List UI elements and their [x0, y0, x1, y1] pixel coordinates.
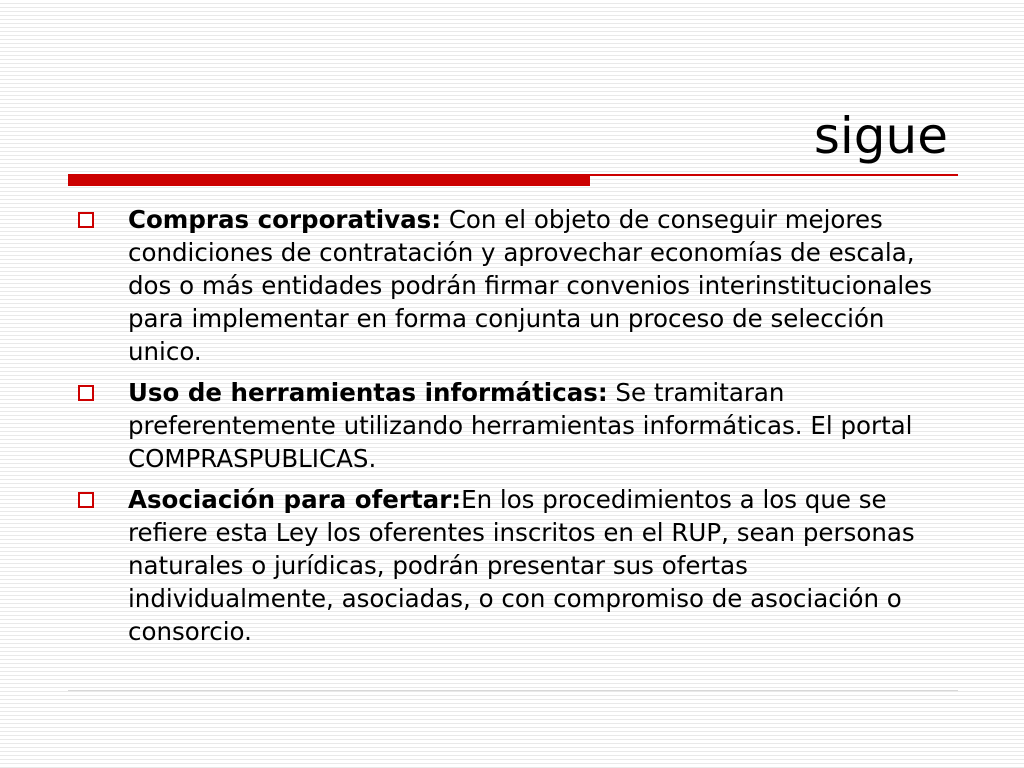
hollow-square-icon	[78, 212, 94, 228]
title-underline-thin	[590, 174, 958, 176]
bullet-text: Con el objeto de conseguir mejores condiciones de contratación y aprovechar economías de escala, dos o más entidades podrán firmar convenios interinstitucionales para implementar en forma conjunta un proceso de selección unico.	[128, 205, 932, 366]
title-underline-thick	[68, 174, 590, 186]
bullet-term: Asociación para ofertar:	[128, 485, 462, 514]
bullet-item	[78, 203, 958, 368]
bullet-item	[78, 376, 958, 475]
bullet-text: En los procedimientos a los que se refiere esta Ley los oferentes inscritos en el RUP, sean personas naturales o jurídicas, podrán presentar sus ofertas individualmente, asociadas, o con compromiso de asociación o consorcio.	[128, 485, 915, 646]
hollow-square-icon	[78, 385, 94, 401]
hollow-square-icon	[78, 492, 94, 508]
bullet-term: Compras corporativas:	[128, 205, 442, 234]
bullet-item	[78, 483, 958, 648]
bullet-list	[78, 203, 958, 656]
footer-divider	[68, 690, 958, 691]
slide-title: sigue	[813, 107, 948, 165]
bullet-text: Se tramitaran preferentemente utilizando herramientas informáticas. El portal COMPRASPUBLICAS.	[128, 378, 913, 473]
bullet-term: Uso de herramientas informáticas:	[128, 378, 608, 407]
